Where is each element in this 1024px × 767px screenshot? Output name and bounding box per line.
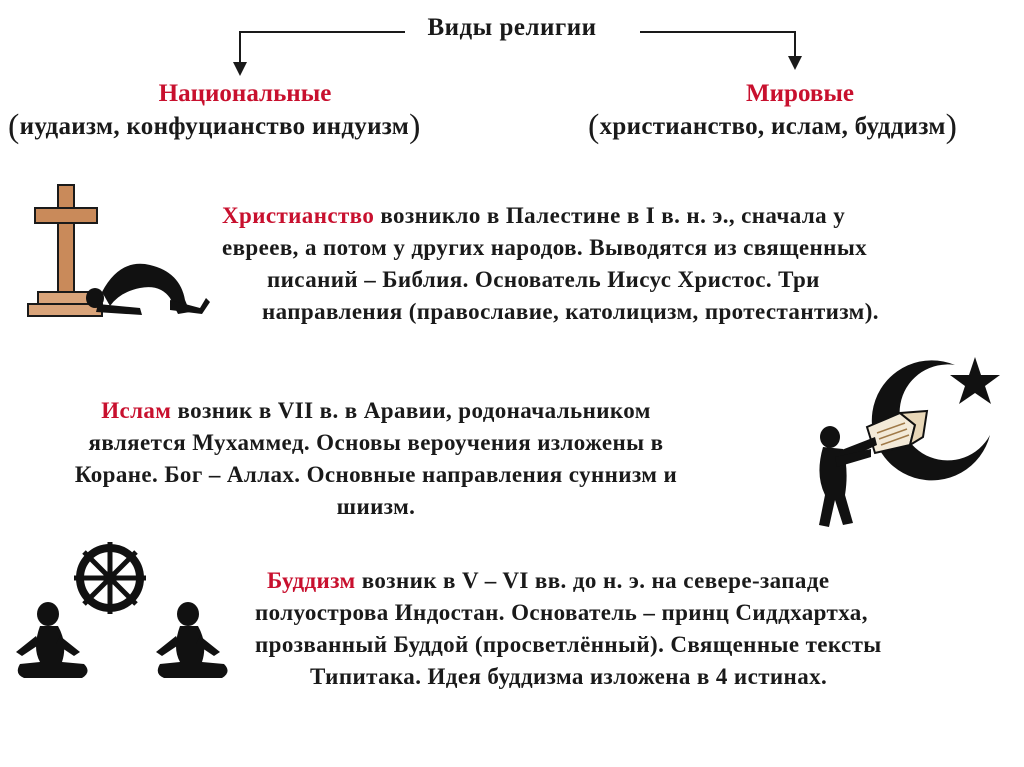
national-list: (иудаизм, конфуцианство индуизм) bbox=[8, 108, 421, 145]
christianity-picture bbox=[20, 180, 220, 325]
dharma-wheel-icon bbox=[74, 542, 146, 614]
buddhism-picture bbox=[10, 540, 240, 690]
buddhism-name: Буддизм bbox=[267, 568, 356, 593]
world-list: (христианство, ислам, буддизм) bbox=[588, 108, 958, 145]
christianity-name: Христианство bbox=[222, 203, 375, 228]
meditating-figure-icon bbox=[16, 602, 88, 678]
christianity-paragraph: Христианство возникло в Палестине в I в. н. э., сначала у евреев, а потом у других народов. Выводятся из священных писаний – Библия. Основатель Иисус Христос. Три направления (православие, католицизм, протестантизм). bbox=[222, 203, 879, 324]
national-title: Национальные bbox=[158, 80, 332, 107]
praying-figure-icon bbox=[86, 264, 210, 315]
world-title: Мировые bbox=[746, 80, 854, 107]
islam-paragraph: Ислам возник в VII в. в Аравии, родоначальником является Мухаммед. Основы вероучения изложены в Коране. Бог – Аллах. Основные направления суннизм и шиизм. bbox=[74, 398, 678, 519]
islam-picture bbox=[805, 345, 1015, 535]
buddhism-paragraph: Буддизм возник в V – VI вв. до н. э. на севере-западе полуострова Индостан. Основатель – принц Сиддхартха, прозванный Буддой (просветлённый). Священные тексты Типитака. Идея буддизма изложена в 4 истинах. bbox=[255, 568, 882, 689]
islam-name: Ислам bbox=[101, 398, 172, 423]
meditating-figure-icon bbox=[156, 602, 228, 678]
page-title: Виды религии bbox=[427, 14, 597, 41]
